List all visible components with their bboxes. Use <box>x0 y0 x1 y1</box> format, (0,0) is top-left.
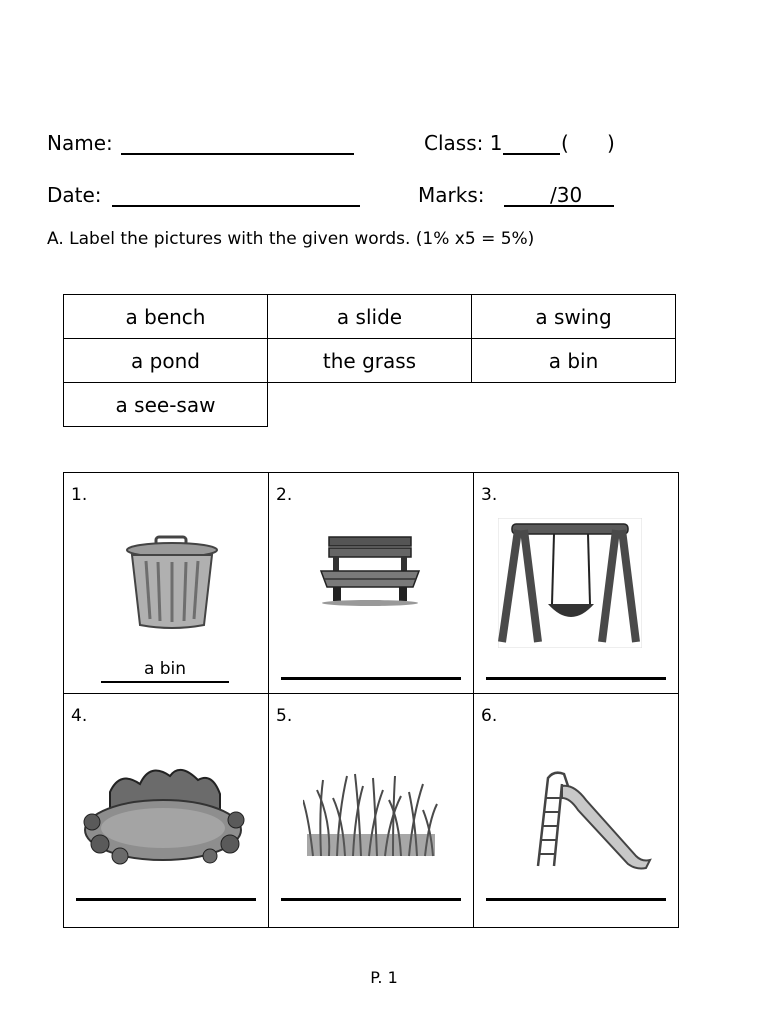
answer-line[interactable] <box>281 898 461 901</box>
question-number: 2. <box>276 485 293 505</box>
class-label: Class: 1 <box>424 131 503 155</box>
question-number: 6. <box>481 706 498 726</box>
word-bank-item: a swing <box>472 295 676 339</box>
question-number: 3. <box>481 485 498 505</box>
question-cell-3 <box>474 473 678 699</box>
slide-icon <box>524 770 654 870</box>
word-bank-item: a bin <box>472 339 676 383</box>
question-number: 5. <box>276 706 293 726</box>
marks-label: Marks: <box>418 183 485 207</box>
answer-text: a bin <box>143 659 187 679</box>
question-number: 4. <box>71 706 88 726</box>
name-field[interactable] <box>121 153 354 155</box>
grass-icon <box>303 770 439 858</box>
word-bank-item: a see-saw <box>64 383 268 427</box>
picture-grid <box>63 472 679 928</box>
instruction: A. Label the pictures with the given words. (1% x5 = 5%) <box>47 229 535 249</box>
page-number: P. 1 <box>370 968 398 987</box>
word-bank <box>63 294 676 427</box>
marks-total: /30 <box>550 183 583 207</box>
question-cell-5 <box>269 694 473 920</box>
answer-line[interactable] <box>76 898 256 901</box>
class-paren-close: ) <box>607 131 615 155</box>
answer-line[interactable] <box>486 898 666 901</box>
answer-line[interactable] <box>486 677 666 680</box>
swing-icon <box>498 518 642 648</box>
question-cell-1 <box>64 473 268 699</box>
word-bank-item: a slide <box>268 295 472 339</box>
date-field[interactable] <box>112 205 360 207</box>
word-bank-item: the grass <box>268 339 472 383</box>
trash-bin-icon <box>124 533 220 631</box>
word-bank-empty <box>268 383 472 427</box>
answer-line[interactable] <box>281 677 461 680</box>
question-cell-4 <box>64 694 268 920</box>
question-number: 1. <box>71 485 88 505</box>
pond-icon <box>80 762 246 868</box>
class-field[interactable] <box>503 153 560 155</box>
question-cell-6 <box>474 694 678 920</box>
name-label: Name: <box>47 131 113 155</box>
word-bank-item: a pond <box>64 339 268 383</box>
park-bench-icon <box>315 533 425 607</box>
question-cell-2 <box>269 473 473 699</box>
class-paren-open: ( <box>561 131 569 155</box>
answer-line[interactable] <box>101 681 229 683</box>
word-bank-item: a bench <box>64 295 268 339</box>
date-label: Date: <box>47 183 102 207</box>
word-bank-empty <box>472 383 676 427</box>
